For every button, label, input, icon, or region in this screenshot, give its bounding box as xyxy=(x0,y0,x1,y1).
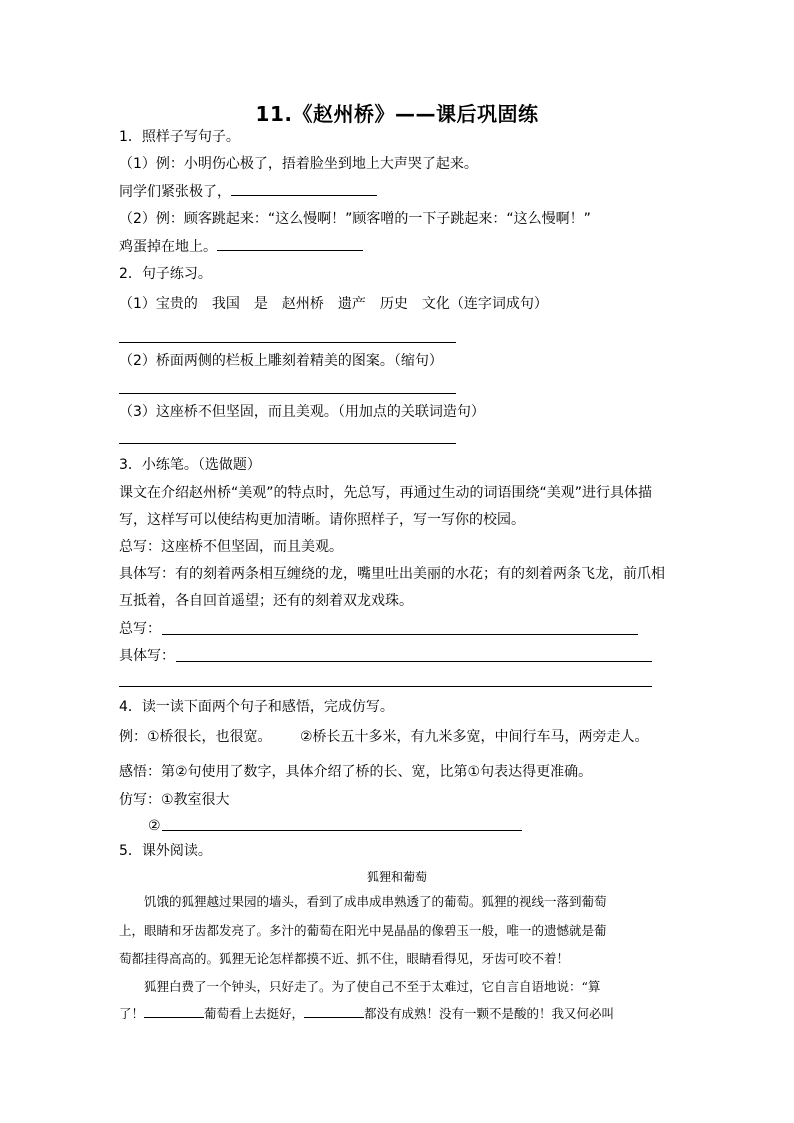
q4-imitate-1: 仿写：①教室很大 xyxy=(119,792,230,808)
q1-example-1: （1）例：小明伤心极了，捂着脸坐到地上大声哭了起来。 xyxy=(119,156,478,172)
q3-detail-line-1: 具体写：有的刻着两条相互缠绕的龙，嘴里吐出美丽的水花；有的刻着两条飞龙，前爪相 xyxy=(119,566,665,582)
q3-write-detail-line-2[interactable] xyxy=(119,686,652,687)
q4-insight: 感悟：第②句使用了数字，具体介绍了桥的长、宽，比第①句表达得更准确。 xyxy=(119,764,593,780)
story-blank-1[interactable] xyxy=(144,1005,204,1018)
q4-example-b: ②桥长五十多米，有九米多宽，中间行车马，两旁走人。 xyxy=(300,729,649,745)
q2-answer-line-2[interactable] xyxy=(119,393,456,394)
q3-detail-line-2: 互抵着，各自回首遥望；还有的刻着双龙戏珠。 xyxy=(119,593,413,609)
q3-write-detail-line-1[interactable] xyxy=(176,661,652,662)
q3-write-detail-label: 具体写： xyxy=(119,648,175,664)
page-title: 11.《赵州桥》——课后巩固练 xyxy=(255,102,539,126)
q1-prompt-1 xyxy=(119,183,377,201)
q1-example-2: （2）例：顾客跳起来：“这么慢啊！”顾客噌的一下子跳起来：“这么慢啊！” xyxy=(119,211,591,227)
story-text-b: 葡萄看上去挺好， xyxy=(204,1006,305,1021)
story-paragraph-1-line-2: 上，眼睛和牙齿都发亮了。多汁的葡萄在阳光中晃晶晶的像碧玉一般，唯一的遗憾就是葡 xyxy=(119,923,607,938)
q2-sentence-3: （3）这座桥不但坚固，而且美观。（用加点的关联词造句） xyxy=(119,404,485,420)
story-paragraph-1-line-3: 萄都挂得高高的。狐狸无论怎样都摸不近、抓不住，眼睛看得见，牙齿可咬不着！ xyxy=(119,951,570,966)
q1-prompt-2-text: 鸡蛋掉在地上。 xyxy=(119,239,217,255)
story-text-a: 了！ xyxy=(119,1006,145,1021)
story-paragraph-1-line-1: 饥饿的狐狸越过果园的墙头，看到了成串成串熟透了的葡萄。狐狸的视线一落到葡萄 xyxy=(119,894,607,909)
story-text-c: 都没有成熟！没有一颗不是酸的！我又何必叫 xyxy=(364,1006,615,1021)
q2-sentence-2: （2）桥面两侧的栏板上雕刻着精美的图案。（缩句） xyxy=(119,353,443,369)
q3-heading: 3．小练笔。（选做题） xyxy=(119,457,261,473)
story-title: 狐狸和葡萄 xyxy=(366,870,427,884)
q1-heading: 1．照样子写句子。 xyxy=(119,129,240,145)
q1-answer-blank-2[interactable] xyxy=(217,238,363,251)
q2-heading: 2．句子练习。 xyxy=(119,266,212,282)
q4-heading: 4．读一读下面两个句子和感悟，完成仿写。 xyxy=(119,699,394,715)
story-blank-2[interactable] xyxy=(304,1005,364,1018)
q4-imitate-line[interactable] xyxy=(162,830,522,831)
q5-heading: 5．课外阅读。 xyxy=(119,843,212,859)
q2-answer-line-3[interactable] xyxy=(119,443,456,444)
q2-sentence-1: （1）宝贵的 我国 是 赵州桥 遗产 历史 文化（连字词成句） xyxy=(119,296,548,312)
q2-answer-line-1[interactable] xyxy=(119,342,456,343)
q3-intro-line-1: 课文在介绍赵州桥“美观”的特点时，先总写，再通过生动的词语围绕“美观”进行具体描 xyxy=(119,485,653,501)
q1-prompt-1-text: 同学们紧张极了， xyxy=(119,184,231,200)
q1-prompt-2 xyxy=(119,238,363,256)
q3-summary-example: 总写：这座桥不但坚固，而且美观。 xyxy=(119,539,343,555)
q1-answer-blank-1[interactable] xyxy=(231,183,377,196)
q4-example-a: 例：①桥很长，也很宽。 xyxy=(119,729,272,745)
story-paragraph-2-line-2 xyxy=(119,1005,672,1023)
q4-imitate-2: ② xyxy=(148,818,161,834)
q3-intro-line-2: 写，这样写可以使结构更加清晰。请你照样子，写一写你的校园。 xyxy=(119,512,525,528)
q3-write-summary-label: 总写： xyxy=(119,621,161,637)
story-paragraph-2-line-1: 狐狸白费了一个钟头，只好走了。为了使自己不至于太难过，它自言自语地说：“算 xyxy=(119,979,601,994)
q3-write-summary-line[interactable] xyxy=(162,634,638,635)
